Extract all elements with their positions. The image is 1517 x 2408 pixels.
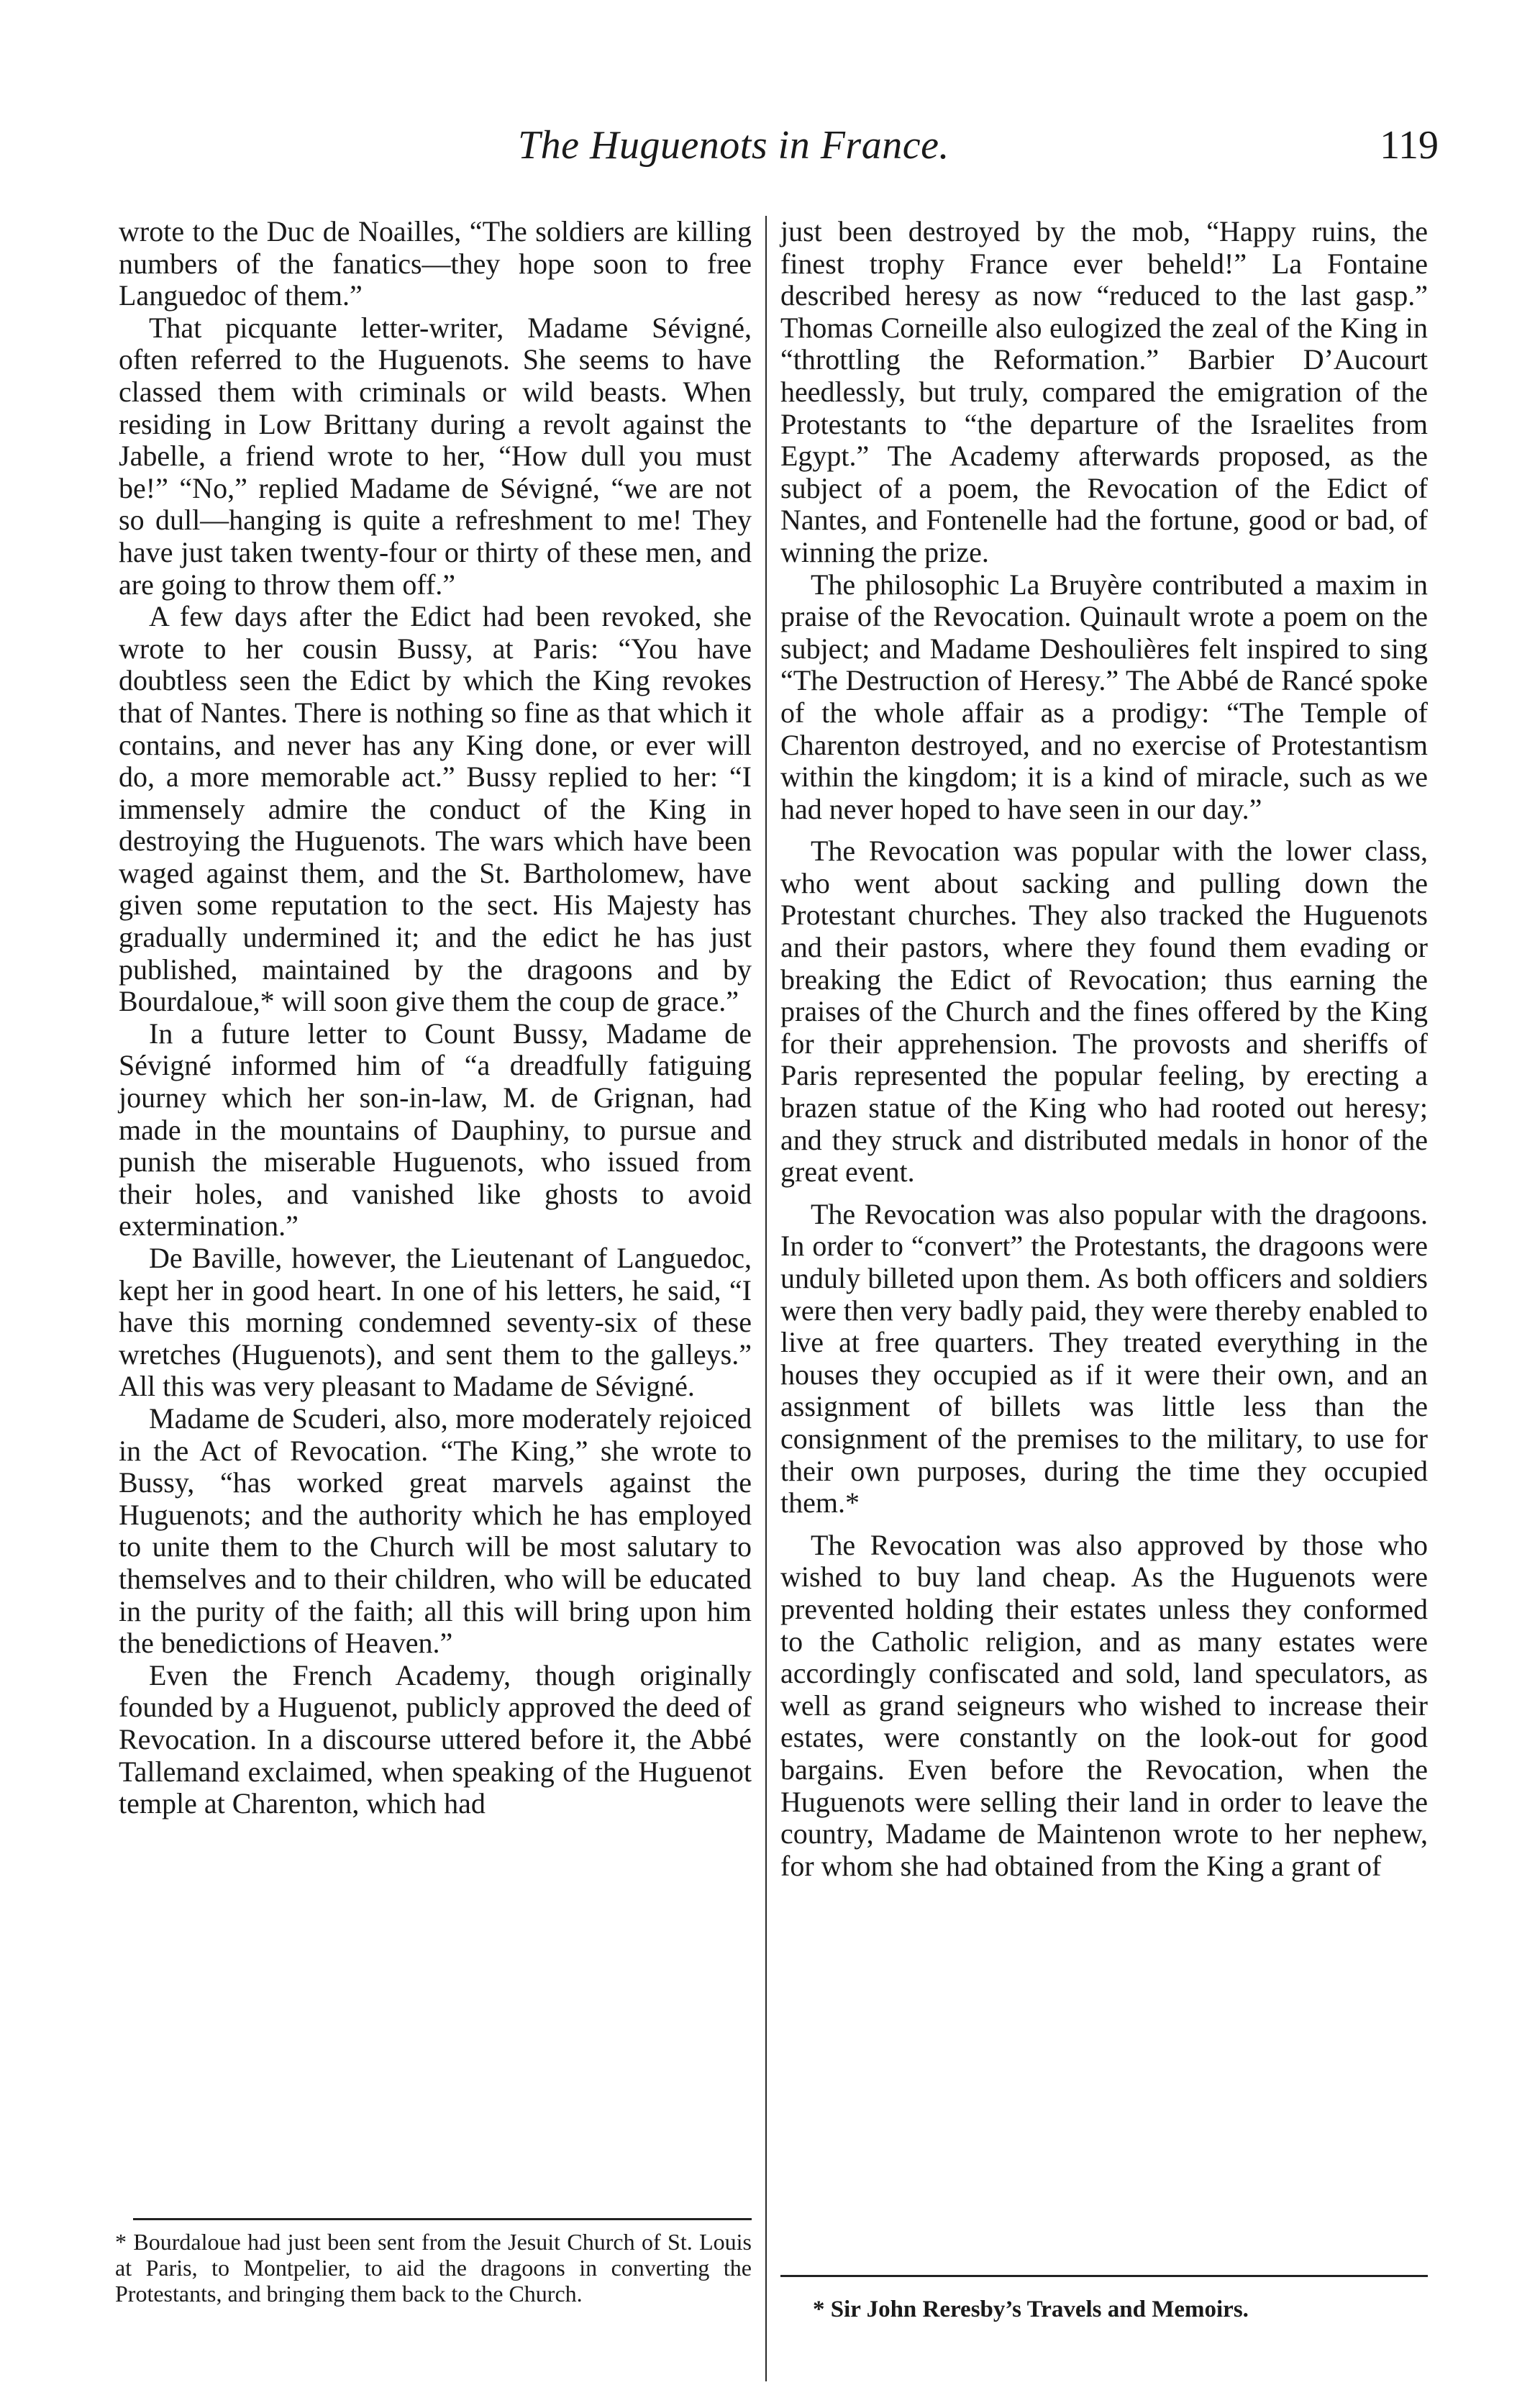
paragraph: wrote to the Duc de Noailles, “The soldiers are killing numbers of the fanatics—they hope soon to free Languedoc of them.” — [119, 215, 752, 312]
paragraph: just been destroyed by the mob, “Happy ruins, the finest trophy France ever beheld!” La Fontaine described heresy as now “reduced to the last gasp.” Thomas Corneille also eulogized the zeal of the King in “throttling the Reformation.” Barbier D’Aucourt heedlessly, but truly, compared the emigration of the Protestants to “the departure of the Israelites from Egypt.” The Academy afterwards proposed, as the subject of a poem, the Revocation of the Edict of Nantes, and Fontenelle had the fortune, good or bad, of winning the prize. — [780, 215, 1428, 568]
footnote-rule-right — [780, 2275, 1428, 2277]
footnote-right: * Sir John Reresby’s Travels and Memoirs. — [813, 2296, 1249, 2322]
paragraph: A few days after the Edict had been revoked, she wrote to her cousin Bussy, at Paris: “You have doubtless seen the Edict by which the King revokes that of Nantes. There is nothing so fine as that which it contains, and never has any King done, or ever will do, a more memorable act.” Bussy replied to her: “I immensely admire the conduct of the King in destroying the Huguenots. The wars which have been waged against them, and the St. Bartholomew, have given some reputation to the sect. His Majesty has gradually undermined it; and the edict he has just published, maintained by the dragoons and by Bourdaloue,* will soon give them the coup de grace.” — [119, 600, 752, 1018]
paragraph: De Baville, however, the Lieutenant of Languedoc, kept her in good heart. In one of his letters, he said, “I have this morning condemned seventy-six of these wretches (Huguenots), and sent them to the galleys.” All this was very pleasant to Madame de Sévigné. — [119, 1242, 752, 1403]
paragraph: The philosophic La Bruyère contributed a maxim in praise of the Revocation. Quinault wrote a poem on the subject; and Madame Deshoulières felt inspired to sing “The Destruction of Heresy.” The Abbé de Rancé spoke of the whole affair as a prodigy: “The Temple of Charenton destroyed, and no exercise of Protestantism within the kingdom; it is a kind of miracle, such as we had never hoped to have seen in our day.” — [780, 568, 1428, 825]
footnote-rule-left — [133, 2218, 752, 2220]
paragraph: Madame de Scuderi, also, more moderately rejoiced in the Act of Revocation. “The King,” she wrote to Bussy, “has worked great marvels against the Huguenots; and the authority which he has employed to unite them to the Church will be most salutary to themselves and to their children, who will be educated in the purity of the faith; all this will bring upon him the benedictions of Heaven.” — [119, 1401, 752, 1660]
paragraph: The Revocation was also popular with the dragoons. In order to “convert” the Protestants, the dragoons were unduly billeted upon them. As both officers and soldiers were then very badly paid, they were thereby enabled to live at free quarters. They treated everything in the houses they occupied as if it were their own, and an assignment of billets was little less than the consignment of the premises to the military, to use for their own purposes, during the time they occupied them.* — [780, 1197, 1428, 1519]
running-header — [518, 122, 1439, 194]
running-title: The Huguenots in France. — [518, 123, 949, 168]
paragraph: In a future letter to Count Bussy, Madame de Sévigné informed him of “a dreadfully fatiguing journey which her son-in-law, M. de Grignan, had made in the mountains of Dauphiny, to pursue and punish the miserable Huguenots, who issued from their holes, and vanished like ghosts to avoid extermination.” — [119, 1017, 752, 1242]
paragraph: The Revocation was also approved by those who wished to buy land cheap. As the Huguenots were prevented holding their estates unless they conformed to the Catholic religion, and as many estates were accordingly confiscated and sold, land speculators, as well as grand seigneurs who wished to increase their estates, were constantly on the look-out for good bargains. Even before the Revocation, when the Huguenots were selling their land in order to leave the country, Madame de Maintenon wrote to her nephew, for whom she had obtained from the King a grant of — [780, 1528, 1428, 1882]
page-number: 119 — [1380, 123, 1439, 168]
footnote-left: * Bourdaloue had just been sent from the Jesuit Church of St. Louis at Paris, to Montpelier, to aid the dragoons in converting the Protestants, and bringing them back to the Church. — [115, 2229, 752, 2307]
column-divider — [765, 216, 767, 2381]
left-column — [119, 216, 752, 1820]
paragraph: Even the French Academy, though originally founded by a Huguenot, publicly approved the deed of Revocation. In a discourse uttered before it, the Abbé Tallemand exclaimed, when speaking of the Huguenot temple at Charenton, which had — [119, 1658, 752, 1820]
right-column — [780, 216, 1428, 1882]
paragraph: That picquante letter-writer, Madame Sévigné, often referred to the Huguenots. She seems to have classed them with criminals or wild beasts. When residing in Low Brittany during a revolt against the Jabelle, a friend wrote to her, “How dull you must be!” “No,” replied Madame de Sévigné, “we are not so dull—hanging is quite a refreshment to me! They have just taken twenty-four or thirty of these men, and are going to throw them off.” — [119, 311, 752, 601]
paragraph: The Revocation was popular with the lower class, who went about sacking and pulling down the Protestant churches. They also tracked the Huguenots and their pastors, where they found them evading or breaking the Edict of Revocation; thus earning the praises of the Church and the fines offered by the King for their apprehension. The provosts and sheriffs of Paris represented the popular feeling, by erecting a brazen statue of the King who had rooted out heresy; and they struck and distributed medals in honor of the great event. — [780, 835, 1428, 1189]
